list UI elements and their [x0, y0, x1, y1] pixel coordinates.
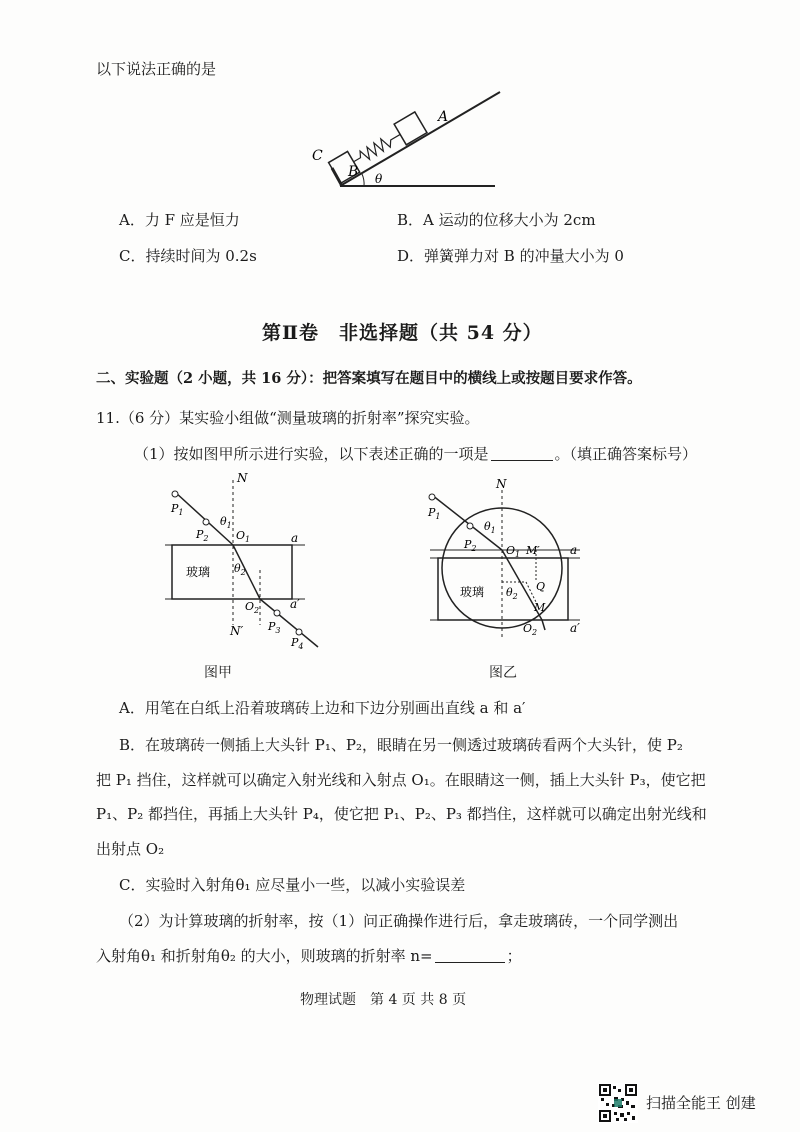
svg-text:P3: $P_3$	[268, 620, 281, 635]
q11-option-a: A．用笔在白纸上沿着玻璃砖上边和下边分别画出直线 a 和 a′	[119, 699, 526, 717]
q11-part1-hint: 。（填正确答案标号）	[554, 445, 698, 463]
q11-part2-end: ；	[506, 947, 522, 965]
answer-blank-1[interactable]	[491, 446, 553, 461]
label-A: A	[438, 109, 449, 125]
svg-text:O1: $O_1$	[236, 529, 251, 544]
svg-text:O1: $O_1$	[506, 544, 521, 559]
label-theta: θ	[375, 172, 383, 186]
yi-a-prime: a′	[570, 621, 580, 635]
q11-title: 11.（6 分）某实验小组做“测量玻璃的折射率”探究实验。	[96, 409, 480, 427]
jia-glass-label: 玻璃	[186, 565, 211, 579]
svg-text:P1: $P_1$	[171, 502, 184, 517]
intro-text: 以下说法正确的是	[96, 60, 217, 78]
svg-text:θ2: $\theta_2$	[506, 586, 518, 601]
yi-Q: Q	[536, 580, 546, 593]
svg-text:O2: $O_2$	[245, 600, 260, 615]
svg-text:O2: $O_2$	[523, 622, 538, 637]
qr-code-icon	[598, 1083, 638, 1123]
yi-a: a	[570, 543, 578, 557]
yi-glass-label: 玻璃	[460, 585, 485, 599]
section-title: 第Ⅱ卷 非选择题（共 54 分）	[262, 322, 543, 344]
option-c: C．持续时间为 0.2s	[119, 247, 257, 265]
q11-option-c: C．实验时入射角θ₁ 应尽量小一些，以减小实验误差	[119, 876, 466, 894]
section-heading: 二、实验题（2 小题，共 16 分）：把答案填写在题目中的横线上或按题目要求作答。	[96, 370, 642, 387]
q11-option-b-line3: P₁、P₂ 都挡住，再插上大头针 P₄，使它把 P₁、P₂、P₃ 都挡住，这样就可以确定出射光线和	[96, 805, 707, 823]
svg-text:P2: $P_2$	[464, 538, 477, 553]
jia-N: N	[237, 471, 248, 485]
answer-blank-2[interactable]	[435, 948, 505, 963]
figure-jia	[160, 470, 320, 650]
yi-N: N	[496, 477, 507, 491]
svg-text:θ1: $\theta_1$	[484, 520, 496, 535]
page-footer: 物理试题 第 4 页 共 8 页	[300, 992, 467, 1008]
option-b: B．A 运动的位移大小为 2cm	[397, 211, 596, 229]
jia-N-prime: N′	[230, 624, 244, 638]
incline-figure	[300, 80, 520, 200]
jia-a: a	[291, 531, 299, 545]
caption-jia: 图甲	[204, 665, 232, 681]
caption-yi: 图乙	[489, 665, 517, 681]
scanner-label: 扫描全能王 创建	[646, 1094, 756, 1112]
svg-text:P2: $P_2$	[196, 528, 209, 543]
svg-text:θ1: $\theta_1$	[220, 515, 232, 530]
q11-part2-line2	[96, 945, 522, 966]
figure-yi	[420, 470, 590, 645]
jia-a-prime: a′	[290, 597, 300, 611]
q11-option-b-line2: 把 P₁ 挡住，这样就可以确定入射光线和入射点 O₁。在眼睛这一侧，插上大头针 P₃，使它把	[96, 771, 706, 789]
q11-part2-text: 入射角θ₁ 和折射角θ₂ 的大小，则玻璃的折射率 n=	[96, 947, 433, 965]
svg-text:P1: $P_1$	[428, 506, 441, 521]
q11-option-b-line1: B．在玻璃砖一侧插上大头针 P₁、P₂，眼睛在另一侧透过玻璃砖看两个大头针，使 P₂	[119, 736, 683, 754]
option-d: D．弹簧弹力对 B 的冲量大小为 0	[397, 247, 624, 265]
label-C: C	[312, 148, 323, 164]
label-B: B	[348, 164, 359, 180]
yi-M: M	[534, 601, 546, 614]
q11-option-b-line4: 出射点 O₂	[96, 840, 165, 858]
q11-part1-text: （1）按如图甲所示进行实验，以下表述正确的一项是	[134, 445, 489, 463]
q11-part2-line1: （2）为计算玻璃的折射率，按（1）问正确操作进行后，拿走玻璃砖，一个同学测出	[119, 912, 679, 930]
q11-part1	[134, 443, 697, 464]
svg-text:θ2: $\theta_2$	[234, 562, 246, 577]
yi-M-prime: M′	[526, 544, 540, 557]
option-a: A．力 F 应是恒力	[119, 211, 240, 229]
svg-text:P4: $P_4$	[291, 636, 304, 650]
